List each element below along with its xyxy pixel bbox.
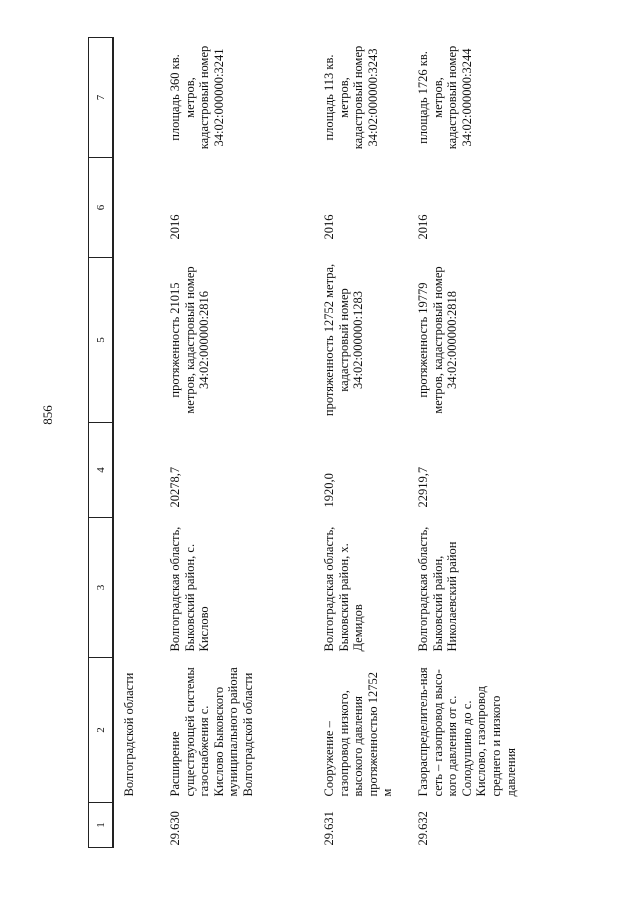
- table-row: [412, 38, 536, 848]
- property-table: [88, 37, 536, 848]
- continuation-name: Волгоградской области: [122, 672, 136, 797]
- object-location: Волгоградская область, Быковский район, х. Демидов: [322, 526, 366, 652]
- object-name: Сооружение – газопровод низкого, высокого давления протяженностью 12752 м: [322, 672, 395, 797]
- row-number: 29.631: [322, 811, 336, 846]
- table-row: [164, 38, 318, 848]
- header-col-2: 2: [89, 658, 114, 803]
- object-name: Газораспределитель-ная сеть – газопровод высо-кого давления от с. Солодушино до с. Кислово, газопровод среднего и низкого давления: [416, 667, 518, 797]
- header-col-5: 5: [89, 258, 114, 423]
- continuation-row: [113, 38, 164, 848]
- object-characteristics: протяженность 12752 метра, кадастровый номер 34:02:000000:1283: [322, 263, 366, 417]
- row-number: 29.630: [168, 811, 182, 846]
- header-col-1: 1: [89, 803, 114, 848]
- header-col-7: 7: [89, 38, 114, 158]
- object-area: 1920,0: [322, 473, 336, 508]
- object-year: 2016: [416, 214, 430, 240]
- land-info: площадь 113 кв. метров, кадастровый номер 34:02:000000:3243: [322, 45, 380, 150]
- header-row: [89, 38, 114, 848]
- land-info: площадь 360 кв. метров, кадастровый номер 34:02:000000:3241: [168, 45, 226, 150]
- header-col-6: 6: [89, 158, 114, 258]
- object-location: Волгоградская область, Быковский район, Николаевский район: [416, 526, 460, 652]
- object-area: 22919,7: [416, 466, 430, 508]
- object-name: Расширение существующей системы газоснабжения с. Кислово Быковского муниципального района Волгоградской области: [168, 667, 255, 797]
- object-area: 20278,7: [168, 466, 182, 508]
- land-info: площадь 1726 кв. метров, кадастровый номер 34:02:000000:3244: [416, 45, 474, 150]
- object-year: 2016: [322, 214, 336, 240]
- object-location: Волгоградская область, Быковский район, с. Кислово: [168, 526, 212, 652]
- object-year: 2016: [168, 214, 182, 240]
- header-col-4: 4: [89, 423, 114, 518]
- header-col-3: 3: [89, 518, 114, 658]
- page-number: 856: [40, 405, 55, 425]
- row-number: 29.632: [416, 811, 430, 846]
- object-characteristics: протяженность 21015 метров, кадастровый номер 34:02:000000:2816: [168, 266, 212, 414]
- object-characteristics: протяженность 19779 метров, кадастровый номер 34:02:000000:2818: [416, 266, 460, 414]
- table-row: [318, 38, 412, 848]
- rotated-table-container: [88, 38, 613, 848]
